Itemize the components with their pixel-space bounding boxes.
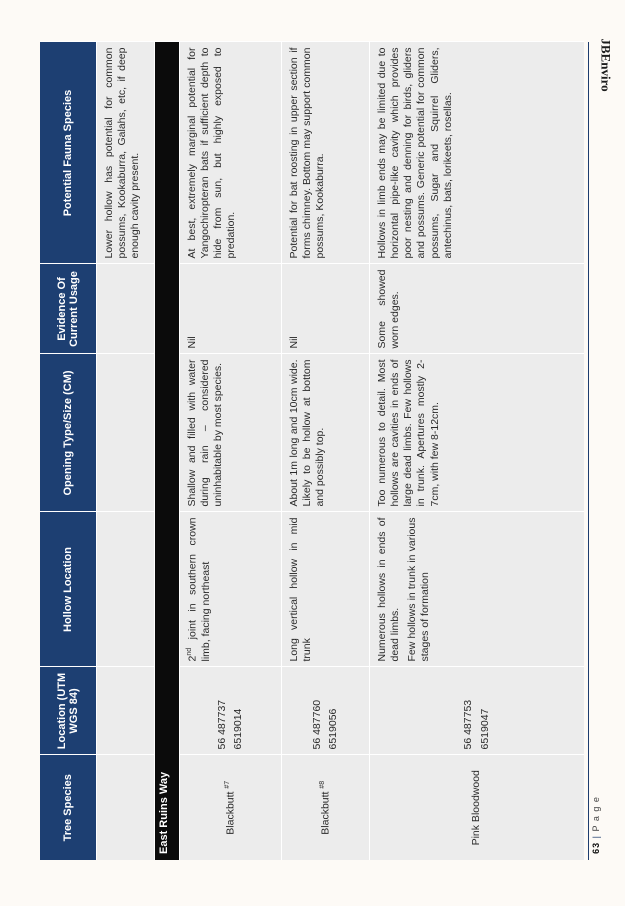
cell-location [180,667,282,755]
cell-hollow-location [180,512,282,667]
easting: 56 487737 [215,699,228,750]
species-name: Blackbutt [224,791,237,835]
cell-opening: Shallow and filled with water during rain – considered uninhabitable by most species. [180,354,282,512]
page-footer [584,780,608,870]
table-header-row [40,42,97,860]
header-location: Location (UTM WGS 84) [40,667,97,755]
cell-evidence: Nil [180,264,282,354]
easting: 56 487753 [462,699,475,750]
table-row [180,42,282,860]
cell-location [370,667,585,755]
species-name: Blackbutt [319,791,332,835]
brand-name: JBEnviro [599,38,614,92]
page-number: 63 [591,841,601,854]
cell-location [282,667,370,755]
header-fauna: Potential Fauna Species [40,42,97,264]
cell-fauna: Potential for bat roosting in upper section if forms chimney. Bottom may support common possums, Kookaburra. [282,42,370,264]
table-row [370,42,585,860]
hollow-text: Few hollows in trunk in various stages of formation [406,517,432,662]
cell-species [282,755,370,860]
header-hollow-location: Hollow Location [40,512,97,667]
cell-fauna: At best, extremely marginal potential for Yangochiropteran bats if sufficient depth to hide from sun, but highly exposed to predation. [180,42,282,264]
footer-separator: | [591,835,601,839]
northing: 6519014 [232,708,244,750]
northing: 6519047 [478,708,491,750]
cell-fauna: Hollows in limb ends may be limited due to horizontal pipe-like cavity which provides poor nesting and denning for birds, gliders and possums. Generic potential for common possums, Sugar and Squirrel Gliders, antechinus, bats, lorikeets, rosellas. [370,42,585,264]
hollow-text: Numerous hollows in ends of dead limbs. [376,517,402,662]
table-row [282,42,370,860]
hollow-text: joint in southern crown limb, facing northeast [186,517,212,662]
hollow-bearing-trees-table [40,42,584,861]
hollow-table-container [40,42,584,860]
cell-hollow-location [370,512,585,667]
hollow-ordinal: 2 [186,655,199,662]
cell-empty [97,264,155,354]
hollow-ordinal-suffix: nd [186,647,193,656]
cell-opening: About 1m long and 10cm wide. Likely to be hollow at bottom and possibly top. [282,354,370,512]
cell-evidence: Nil [282,264,370,354]
header-rule [588,42,589,860]
header-opening: Opening Type/Size (CM) [40,354,97,512]
cell-empty [97,667,155,755]
easting: 56 487760 [310,699,323,750]
section-header-row [155,42,180,860]
species-number: #7 [223,780,231,789]
species-number: #8 [318,780,326,789]
cell-species: Pink Bloodwood [370,755,585,860]
northing: 6519056 [327,708,339,750]
cell-empty [97,354,155,512]
header-tree-species: Tree Species [40,755,97,860]
cell-hollow-location: Long vertical hollow in mid trunk [282,512,370,667]
table-row-continued [97,42,155,860]
section-title: East Ruins Way [155,42,180,860]
cell-empty [97,512,155,667]
cell-opening: Too numerous to detail. Most hollows are cavities in ends of large dead limbs. Few hollows in trunk. Apertures mostly 2-7cm, with few 8-12cm. [370,354,585,512]
cell-species [180,755,282,860]
cell-fauna: Lower hollow has potential for common possums, Kookaburra, Galahs, etc, if deep enough cavity present. [97,42,155,264]
cell-empty [97,755,155,860]
page-label: P a g e [591,796,601,832]
brand-logo [590,30,622,100]
cell-evidence: Some showed worn edges. [370,264,585,354]
header-evidence: Evidence Of Current Usage [40,264,97,354]
